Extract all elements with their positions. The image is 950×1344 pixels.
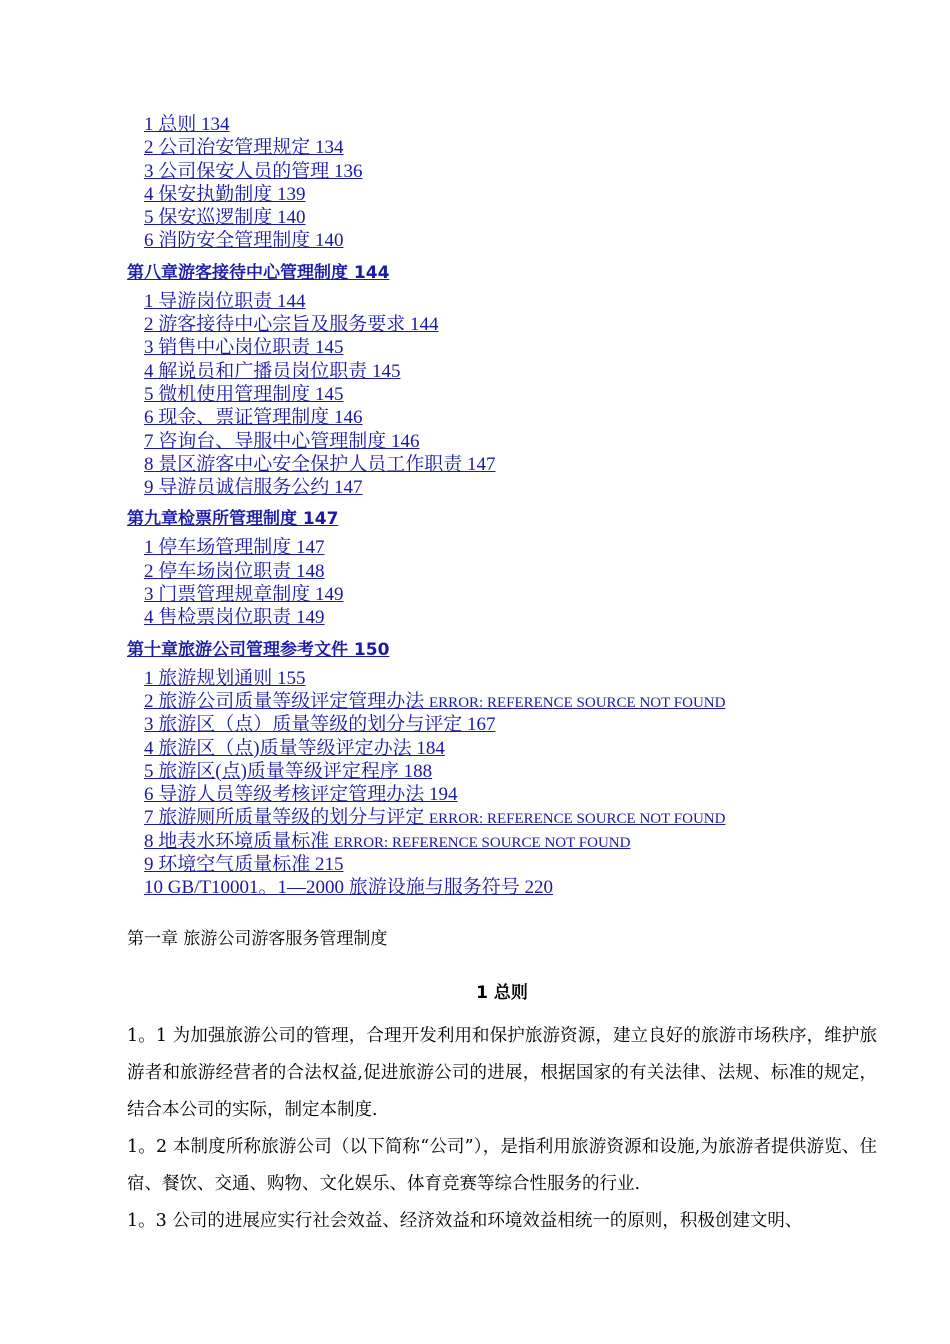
- toc-link-error: ERROR: REFERENCE SOURCE NOT FOUND: [334, 834, 631, 851]
- toc-link-text: 9 环境空气质量标准 215: [144, 854, 344, 876]
- toc-link-text: 2 旅游公司质量等级评定管理办法: [144, 690, 430, 712]
- toc-link-text: 7 旅游厕所质量等级的划分与评定: [144, 807, 430, 829]
- toc-link-text: 4 旅游区（点)质量等级评定办法 184: [144, 737, 445, 759]
- toc-link[interactable]: [144, 667, 950, 690]
- toc-link[interactable]: 6 消防安全管理制度 140: [144, 230, 344, 252]
- toc-link[interactable]: 2 游客接待中心宗旨及服务要求 144: [144, 314, 439, 336]
- toc-link[interactable]: [144, 830, 950, 853]
- toc-link[interactable]: 7 咨询台、导服中心管理制度 146: [144, 430, 420, 452]
- toc-link[interactable]: 4 保安执勤制度 139: [144, 183, 306, 205]
- toc-link[interactable]: 8 景区游客中心安全保护人员工作职责 147: [144, 453, 496, 475]
- toc-chapter-link[interactable]: 第九章检票所管理制度 147: [127, 509, 339, 530]
- toc-link[interactable]: [144, 783, 950, 806]
- toc-link[interactable]: 5 微机使用管理制度 145: [144, 383, 344, 405]
- toc-link-text: 8 地表水环境质量标准: [144, 830, 335, 852]
- toc-link[interactable]: 2 停车场岗位职责 148: [144, 560, 325, 582]
- paragraph: 1。2 本制度所称旅游公司（以下简称“公司”），是指利用旅游资源和设施,为旅游者提供游览、住宿、餐饮、交通、购物、文化娱乐、体育竞赛等综合性服务的行业.: [127, 1137, 877, 1194]
- toc-link[interactable]: [144, 737, 950, 760]
- table-of-contents: [0, 113, 950, 900]
- toc-link[interactable]: [144, 876, 950, 899]
- paragraph: 1。3 公司的进展应实行社会效益、经济效益和环境效益相统一的原则，积极创建文明、: [127, 1211, 803, 1231]
- section-title: 1 总则: [476, 983, 528, 1003]
- toc-link[interactable]: [144, 713, 950, 736]
- toc-link[interactable]: 5 保安巡逻制度 140: [144, 207, 306, 229]
- toc-link[interactable]: 4 售检票岗位职责 149: [144, 607, 325, 629]
- toc-chapter-link[interactable]: 第八章游客接待中心管理制度 144: [127, 262, 390, 283]
- toc-link[interactable]: 3 销售中心岗位职责 145: [144, 337, 344, 359]
- toc-link[interactable]: 3 公司保安人员的管理 136: [144, 160, 363, 182]
- toc-link-text: 6 导游人员等级考核评定管理办法 194: [144, 784, 458, 806]
- toc-link[interactable]: [144, 853, 950, 876]
- toc-link-text: 3 旅游区（点）质量等级的划分与评定 167: [144, 714, 496, 736]
- toc-link[interactable]: 4 解说员和广播员岗位职责 145: [144, 360, 401, 382]
- toc-link[interactable]: 1 总则 134: [144, 114, 230, 135]
- toc-link[interactable]: 6 现金、票证管理制度 146: [144, 407, 363, 429]
- document-body: [127, 924, 877, 1240]
- toc-link[interactable]: [144, 760, 950, 783]
- toc-link[interactable]: 1 停车场管理制度 147: [144, 537, 325, 559]
- toc-link-text: 1 旅游规划通则 155: [144, 667, 306, 689]
- chapter-title: 第一章 旅游公司游客服务管理制度: [127, 929, 388, 949]
- toc-link[interactable]: 3 门票管理规章制度 149: [144, 584, 344, 606]
- toc-link[interactable]: 9 导游员诚信服务公约 147: [144, 477, 363, 499]
- paragraph: 1。1 为加强旅游公司的管理，合理开发利用和保护旅游资源，建立良好的旅游市场秩序，维护旅游者和旅游经营者的合法权益,促进旅游公司的进展，根据国家的有关法律、法规、标准的规定，结合本公司的实际，制定本制度.: [127, 1026, 877, 1120]
- toc-link-error: ERROR: REFERENCE SOURCE NOT FOUND: [429, 811, 726, 828]
- toc-link[interactable]: 2 公司治安管理规定 134: [144, 137, 344, 159]
- toc-chapter-link[interactable]: 第十章旅游公司管理参考文件 150: [127, 639, 390, 660]
- toc-link[interactable]: [144, 806, 950, 829]
- toc-link-error: ERROR: REFERENCE SOURCE NOT FOUND: [429, 694, 726, 711]
- toc-link-text: 10 GB/T10001。1—2000 旅游设施与服务符号 220: [144, 877, 554, 899]
- toc-link-text: 5 旅游区(点)质量等级评定程序 188: [144, 760, 433, 782]
- toc-link[interactable]: 1 导游岗位职责 144: [144, 290, 306, 312]
- toc-link[interactable]: [144, 690, 950, 713]
